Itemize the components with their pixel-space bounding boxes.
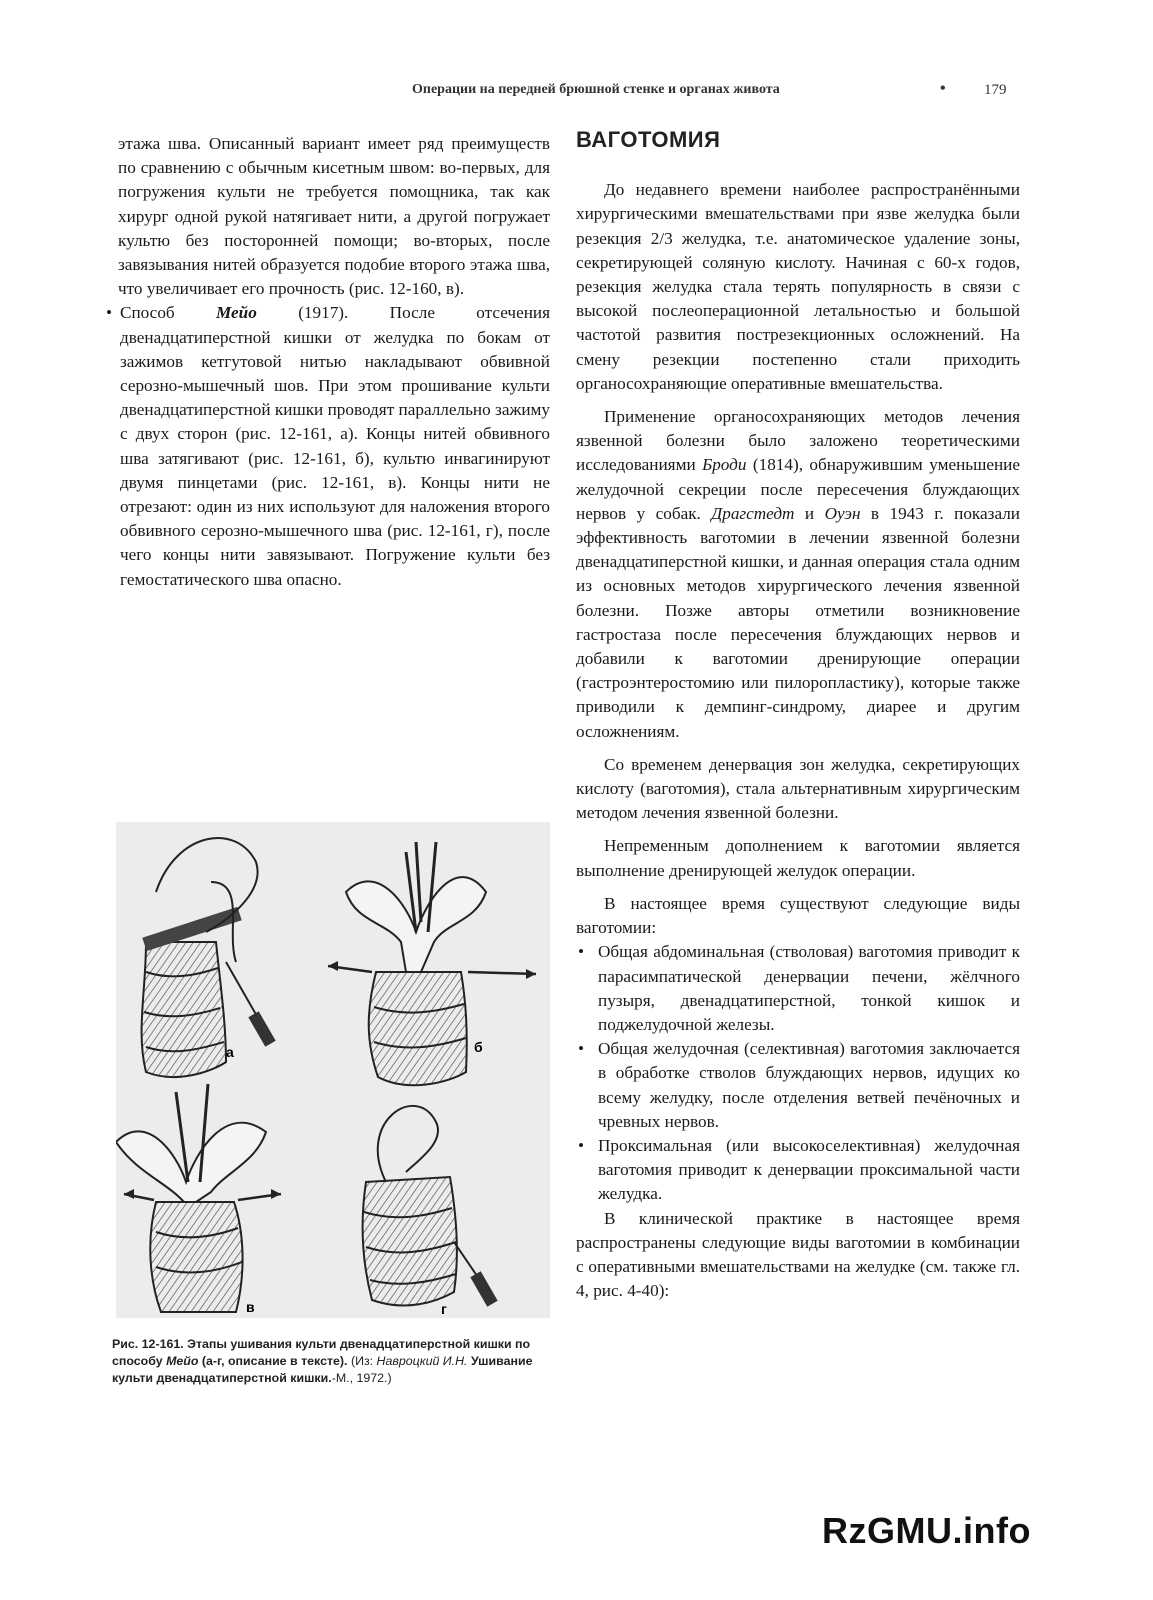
right-column — [576, 128, 1020, 1303]
author-owen: Оуэн — [824, 503, 861, 523]
panel-b-drawing — [328, 842, 536, 1085]
caption-title-tail: (а-г, описание в тексте). — [198, 1354, 348, 1368]
surgical-figure — [116, 822, 550, 1318]
vagotomy-paragraph-5: В настоящее время существуют следующие виды ваготомии: — [576, 893, 1020, 938]
mayo-method-item — [106, 301, 550, 591]
figure-label-g: г — [441, 1301, 447, 1317]
figure-label-a: а — [226, 1044, 234, 1060]
panel-c-drawing — [116, 1084, 281, 1312]
left-column — [106, 132, 550, 592]
bullet-mark: • — [578, 1039, 585, 1059]
author-dragstedt: Драгстедт — [711, 503, 795, 523]
vagotomy-paragraph-6: В клинической практике в настоящее время распространены следующие виды ваготомии в комбинации с оперативными вмешательствами на желудке (см. также гл. 4, рис. 4-40): — [576, 1208, 1020, 1301]
p2-text-b: (1814), обнаружившим уменьшение желудочной секреции после пересечения блуждающих нервов у собак. — [576, 455, 1020, 523]
caption-source-tail: -М., 1972.) — [331, 1371, 392, 1385]
mayo-name: Мейо — [216, 303, 257, 323]
bullet-mark: • — [578, 1135, 585, 1155]
caption-author: Навроцкий И.Н. — [376, 1354, 468, 1368]
mayo-stump-illustration — [116, 822, 550, 1318]
caption-source-prefix: (Из: — [347, 1354, 377, 1368]
vagotomy-paragraph-3: Со временем денервация зон желудка, секретирующих кислоту (ваготомия), стала альтернативным хирургическим методом лечения язвенной болезни. — [576, 754, 1020, 823]
caption-source-title: Ушивание культи двенадцатиперстной кишки. — [112, 1354, 533, 1385]
section-title: ВАГОТОМИЯ — [576, 127, 721, 152]
running-title: Операции на передней брюшной стенке и органах живота — [412, 82, 780, 97]
bullet-mark: • — [578, 942, 585, 962]
caption-title: Рис. 12-161. Этапы ушивания культи двенадцатиперстной кишки по способу — [112, 1337, 531, 1368]
vagotomy-type-3 — [576, 1134, 1020, 1207]
p2-and: и — [794, 503, 825, 523]
header-separator: • — [940, 80, 946, 97]
caption-mayo: Мейо — [166, 1354, 199, 1368]
mayo-intro: Способ — [120, 303, 217, 323]
vagotomy-type-1-text: Общая абдоминальная (стволовая) ваготомия приводит к парасимпатической денервации печени, жёлчного пузыря, двенадцатиперстной, тонкой кишок и поджелудочной железы. — [598, 942, 1020, 1034]
p2-text-a: Применение органосохраняющих методов лечения язвенной болезни было заложено теоретическими исследованиями — [576, 407, 1020, 475]
panel-a-drawing — [142, 838, 276, 1077]
p2-text-c: в 1943 г. показали эффективность ваготомии в лечении язвенной болезни двенадцатиперстной кишки, и данная операция стала одним из основных методов хирургического лечения язвенной болезни. Позже авторы отметили возникновение гастростаза после пересечения блуждающих нервов и добавили к ваготомии дренирующие операции (гастроэнтеростомию или пилоропластику), которые также приводили к демпинг-синдрому, диарее и другим осложнениям. — [576, 503, 1020, 741]
vagotomy-paragraph-1: До недавнего времени наиболее распространёнными хирургическими вмешательствами при язве желудка были резекция 2/3 желудка, т.е. анатомическое удаление зоны, секретирующей соляную кислоту. Начиная с 60-х годов, резекция желудка стала терять популярность в связи с высокой послеоперационной летальностью и большой частотой развития пострезекционных осложнений. На смену резекции постепенно стали приходить органосохраняющие оперативные вмешательства. — [576, 180, 1020, 393]
site-watermark: RzGMU.info — [822, 1510, 1031, 1551]
left-paragraph-1: этажа шва. Описанный вариант имеет ряд преимуществ по сравнению с обычным кисетным швом: во-первых, для погружения культи не требуется помощника, так как хирург одной рукой натягивает нити, а другой погружает культю без посторонней помощи; во-вторых, после завязывания нитей образуется подобие второго этажа шва, что увеличивает его прочность (рис. 12-160, в). — [118, 134, 550, 299]
vagotomy-type-1 — [576, 940, 1020, 1037]
bullet-mark: • — [106, 303, 113, 323]
author-brodi: Броди — [702, 455, 747, 475]
panel-d-drawing — [363, 1106, 498, 1307]
mayo-text: (1917). После отсечения двенадцатиперстной кишки от желудка по бокам от зажимов кетгутовой нитью накладывают обвивной серозно-мышечный шов. При этом прошивание культи двенадцатиперстной кишки проводят параллельно зажиму с двух сторон (рис. 12-161, а). Концы нитей обвивного шва затягивают (рис. 12-161, б), культю инвагинируют двумя пинцетами (рис. 12-161, в). Концы нити не отрезают: один из них используют для наложения второго обвивного серозно-мышечного шва (рис. 12-161, г), после чего концы нити завязывают. Погружение культи без гемостатического шва опасно. — [120, 303, 550, 589]
vagotomy-type-2-text: Общая желудочная (селективная) ваготомия заключается в обработке стволов блуждающих нервов, идущих ко всему желудку, после отделения ветвей печёночных и чревных нервов. — [598, 1039, 1020, 1131]
page-number: 179 — [984, 82, 1007, 98]
figure-label-v: в — [246, 1299, 255, 1315]
figure-label-b: б — [474, 1039, 483, 1055]
vagotomy-type-2 — [576, 1037, 1020, 1134]
vagotomy-paragraph-4: Непременным дополнением к ваготомии является выполнение дренирующей желудок операции. — [576, 836, 1020, 880]
running-header — [412, 80, 1022, 104]
vagotomy-type-3-text: Проксимальная (или высокоселективная) желудочная ваготомия приводит к денервации проксимальной части желудка. — [598, 1135, 1020, 1204]
figure-caption — [112, 1336, 552, 1387]
vagotomy-paragraph-2 — [576, 405, 1020, 744]
